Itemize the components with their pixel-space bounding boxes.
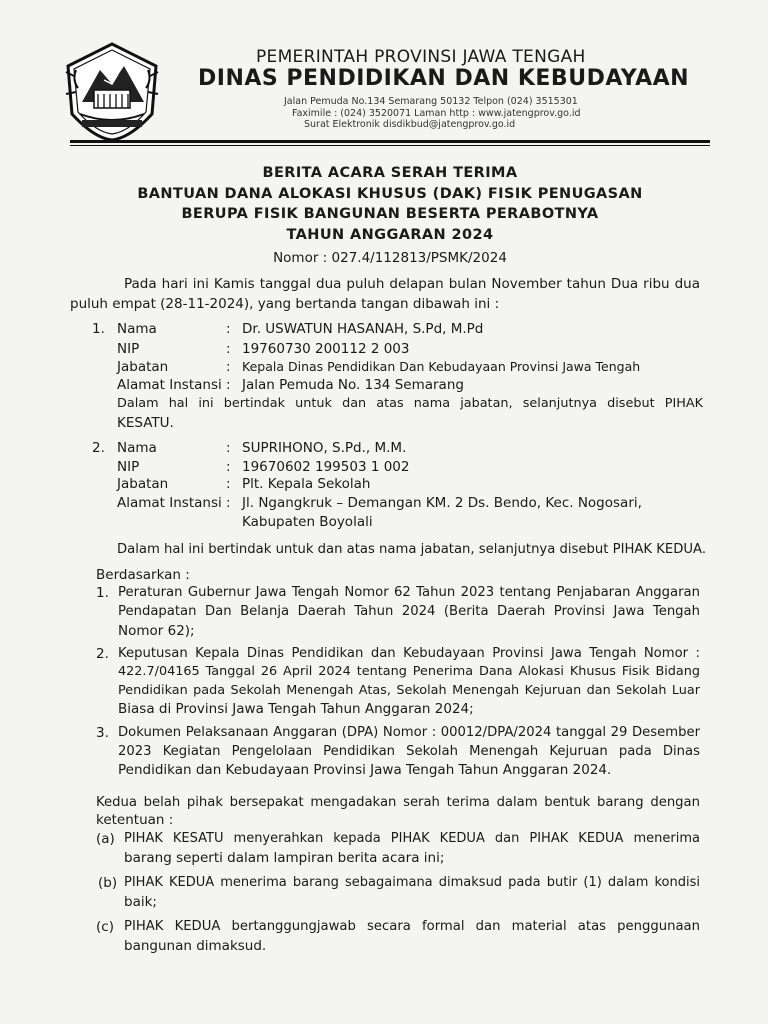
agreement-line1: Kedua belah pihak bersepakat mengadakan serah terima dalam bentuk barang dengan (96, 795, 700, 810)
agreement-item-c-label: (c) (96, 919, 114, 935)
doc-title-line1: BERITA ACARA SERAH TERIMA (262, 165, 518, 181)
doc-title-line4: TAHUN ANGGARAN 2024 (286, 227, 494, 243)
party1-alamat-label: Alamat Instansi (117, 377, 222, 393)
berdasarkan-item-1-line: Peraturan Gubernur Jawa Tengah Nomor 62 Tahun 2023 tentang Penjabaran Anggaran (118, 585, 700, 600)
agreement-item-b-label: (b) (98, 875, 118, 891)
letterhead-department: DINAS PENDIDIKAN DAN KEBUDAYAAN (198, 66, 690, 91)
berdasarkan-item-3-line: Dokumen Pelaksanaan Anggaran (DPA) Nomor : 00012/DPA/2024 tanggal 29 Desember (118, 725, 700, 740)
party2-number: 2. (92, 440, 105, 456)
berdasarkan-item-3-line: 2023 Kegiatan Pengelolaan Pendidikan Sekolah Menengah Kejuruan pada Dinas (118, 744, 700, 759)
letterhead-rule-thick (70, 140, 710, 143)
province-emblem-logo (60, 40, 164, 144)
agreement-item-c-line: bangunan dimaksud. (124, 938, 267, 954)
berdasarkan-heading: Berdasarkan : (96, 567, 190, 583)
party2-statement: Dalam hal ini bertindak untuk dan atas nama jabatan, selanjutnya disebut PIHAK KEDUA. (117, 542, 707, 557)
colon: : (226, 341, 231, 357)
party2-jabatan: Plt. Kepala Sekolah (242, 476, 371, 492)
berdasarkan-item-1-number: 1. (96, 585, 109, 601)
letterhead-email: Surat Elektronik disdikbud@jatengprov.go.id (304, 119, 516, 130)
letterhead-government: PEMERINTAH PROVINSI JAWA TENGAH (256, 47, 586, 67)
berdasarkan-item-1-line: Pendapatan Dan Belanja Daerah Tahun 2024 (Berita Daerah Provinsi Jawa Tengah (118, 604, 700, 619)
party1-nama-label: Nama (117, 321, 157, 337)
colon: : (226, 440, 231, 456)
party1-number: 1. (92, 321, 105, 337)
letterhead-address: Jalan Pemuda No.134 Semarang 50132 Telpon (024) 3515301 (284, 96, 578, 107)
berdasarkan-item-3-line: Pendidikan dan Kebudayaan Provinsi Jawa Tengah Tahun Anggaran 2024. (118, 762, 612, 778)
doc-title-line2: BANTUAN DANA ALOKASI KHUSUS (DAK) FISIK PENUGASAN (137, 186, 643, 202)
agreement-item-b-line: baik; (124, 894, 157, 910)
party1-nip: 19760730 200112 2 003 (242, 341, 410, 357)
party1-statement-line1: Dalam hal ini bertindak untuk dan atas nama jabatan, selanjutnya disebut PIHAK (117, 396, 703, 411)
party2-jabatan-label: Jabatan (117, 476, 169, 492)
berdasarkan-item-2-line: Pendidikan pada Sekolah Menengah Atas, Sekolah Menengah Kejuruan dan Sekolah Luar (118, 683, 700, 698)
agreement-item-c-line: PIHAK KEDUA bertanggungjawab secara formal dan material atas penggunaan (124, 919, 700, 934)
colon: : (226, 476, 231, 492)
letterhead-rule-thin (70, 145, 710, 146)
agreement-item-b-line: PIHAK KEDUA menerima barang sebagaimana dimaksud pada butir (1) dalam kondisi (124, 875, 700, 890)
colon: : (226, 359, 231, 375)
party2-nip-label: NIP (117, 459, 140, 475)
berdasarkan-item-3-number: 3. (96, 725, 109, 741)
intro-line2: puluh empat (28-11-2024), yang bertanda tangan dibawah ini : (70, 296, 500, 312)
berdasarkan-item-1-line: Nomor 62); (118, 623, 195, 639)
party2-nama-label: Nama (117, 440, 157, 456)
agreement-item-a-line: barang seperti dalam lampiran berita acara ini; (124, 850, 445, 866)
colon: : (226, 495, 231, 511)
party1-statement-line2: KESATU. (117, 415, 174, 431)
party2-nip: 19670602 199503 1 002 (242, 459, 410, 475)
party1-nip-label: NIP (117, 341, 140, 357)
party1-nama: Dr. USWATUN HASANAH, S.Pd, M.Pd (242, 321, 484, 337)
agreement-line2: ketentuan : (96, 812, 174, 828)
party2-alamat-line2: Kabupaten Boyolali (242, 514, 373, 530)
party2-alamat-line1: Jl. Ngangkruk – Demangan KM. 2 Ds. Bendo, Kec. Nogosari, (242, 495, 642, 511)
intro-line1: Pada hari ini Kamis tanggal dua puluh delapan bulan November tahun Dua ribu dua (124, 276, 700, 292)
party2-nama: SUPRIHONO, S.Pd., M.M. (242, 440, 407, 456)
berdasarkan-item-2-line: 422.7/04165 Tanggal 26 April 2024 tentang Penerima Dana Alokasi Khusus Fisik Bidang (118, 664, 700, 679)
colon: : (226, 459, 231, 475)
party1-alamat: Jalan Pemuda No. 134 Semarang (242, 377, 464, 393)
party1-jabatan-label: Jabatan (117, 359, 169, 375)
party1-jabatan: Kepala Dinas Pendidikan Dan Kebudayaan Provinsi Jawa Tengah (242, 359, 641, 374)
agreement-item-a-label: (a) (96, 831, 115, 847)
berdasarkan-item-2-number: 2. (96, 646, 109, 662)
colon: : (226, 321, 231, 337)
agreement-item-a-line: PIHAK KESATU menyerahkan kepada PIHAK KEDUA dan PIHAK KEDUA menerima (124, 831, 700, 846)
party2-alamat-label: Alamat Instansi (117, 495, 222, 511)
berdasarkan-item-2-line: Keputusan Kepala Dinas Pendidikan dan Kebudayaan Provinsi Jawa Tengah Nomor : (118, 646, 700, 661)
doc-title-line3: BERUPA FISIK BANGUNAN BESERTA PERABOTNYA (181, 206, 599, 222)
letterhead-fax-web: Faximile : (024) 3520071 Laman http : www.jatengprov.go.id (292, 108, 581, 119)
doc-number: Nomor : 027.4/112813/PSMK/2024 (273, 250, 507, 266)
colon: : (226, 377, 231, 393)
berdasarkan-item-2-line: Biasa di Provinsi Jawa Tengah Tahun Anggaran 2024; (118, 701, 474, 717)
